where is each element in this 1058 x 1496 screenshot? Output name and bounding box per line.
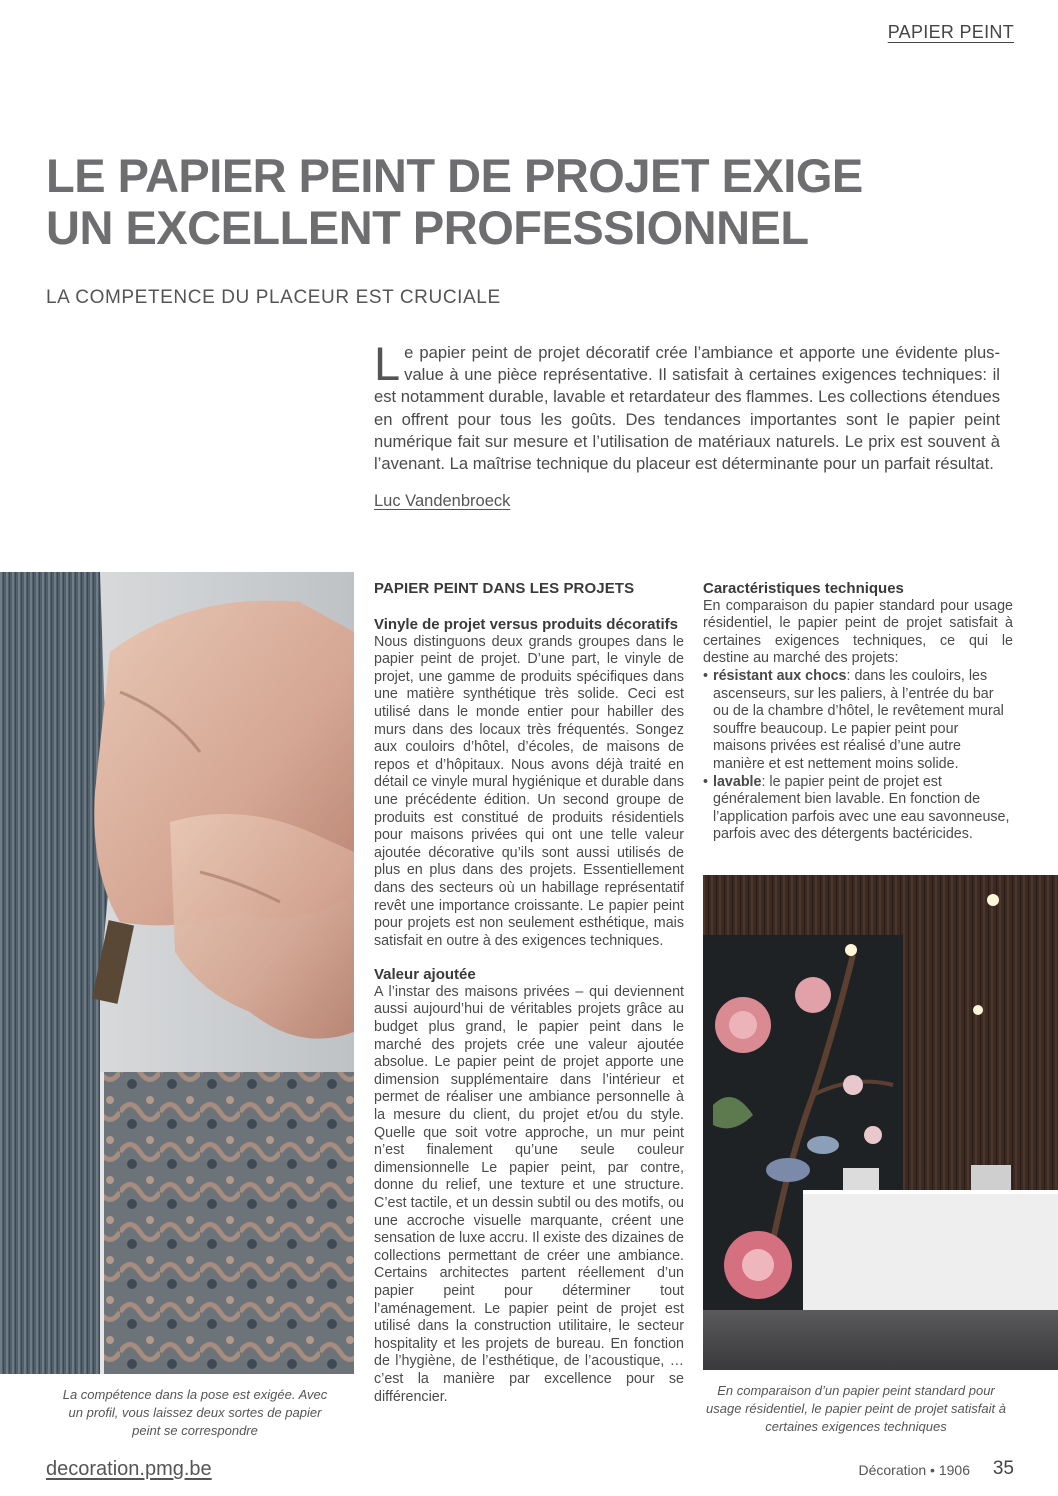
article-column-right [703,580,1013,844]
reception-floral-wallpaper-photo [703,875,1058,1370]
bullet-icon: • [703,773,709,790]
list-item-term: lavable [713,773,762,790]
subheading-added-value: Valeur ajoutée [374,966,476,984]
magazine-issue: Décoration • 1906 [858,1462,970,1478]
section-heading-projects: PAPIER PEINT DANS LES PROJETS [374,580,635,597]
list-item-text: : dans les couloirs, les ascenseurs, sur les paliers, à l’entrée du bar ou de la chambre d’hôtel, le revêtement mural souffre beaucoup. Le papier peint pour maisons privées est réalisé d’une autre manière et est nettement moins solide. [713,667,1004,772]
list-item [703,774,1013,844]
author-link[interactable]: Luc Vandenbroeck [374,492,511,510]
wallpaper-installation-photo [0,572,354,1374]
title-line-1: LE PAPIER PEINT DE PROJET EXIGE [46,149,863,202]
paragraph-technical: En comparaison du papier standard pour usage résidentiel, le papier peint de projet satisfait à certaines exigences techniques, ce qui le destine au marché des projets: [703,597,1013,667]
subheading-vinyl: Vinyle de projet versus produits décoratifs [374,616,678,633]
caption-left: La compétence dans la pose est exigée. Avec un profil, vous laissez deux sortes de papier peint se correspondre [62,1387,328,1438]
drop-cap: L [374,337,401,390]
list-item [703,668,1013,774]
title-line-2: UN EXCELLENT PROFESSIONNEL [46,201,809,254]
paragraph-vinyl: Nous distinguons deux grands groupes dans le papier peint de projet. D’une part, le vinyle de projet, une gamme de produits spécifiques dans une matière synthétique très solide. Ceci est utilisé dans le monde entier pour habiller des murs dans des locaux très fréquentés. Songez aux couloirs d’hôtel, d’écoles, de maisons de repos et d’hôpitaux. Nous avons déjà traité en détail ce vinyle mural hygiénique et durable dans une précédente édition. Un second groupe de produits est constitué de produits résidentiels pour maisons privées qui ont une telle valeur ajoutée décorative qu’ils sont aussi utilisés de plus en plus dans des projets. Essentiellement dans des secteurs où un habillage représentatif revêt une importance croissante. Le papier peint pour projets est non seulement esthétique, mais satisfait en outre à des exigences techniques. [374,633,684,949]
page-number: 35 [992,1458,1014,1479]
section-tag: PAPIER PEINT [887,22,1014,42]
technical-list [703,668,1013,844]
intro-text: e papier peint de projet décoratif crée l’ambiance et apporte une évidente plus-value à une pièce représentative. Il satisfait à certaines exigences techniques: il est notamment durable, lavable et retardateur des flammes. Les collections étendues en offrent pour tous les goûts. Des tendances importantes sont le papier peint numérique fait sur mesure et l’utilisation de matériaux naturels. Le prix est souvent à l’avenant. La maîtrise technique du placeur est déterminante pour un parfait résultat. [374,343,1000,474]
page-title [46,150,946,254]
list-item-text: : le papier peint de projet est généralement bien lavable. En fonction de l’application parfois avec une eau savonneuse, parfois avec des détergents bactéricides. [713,773,1010,843]
intro-paragraph [374,337,1000,475]
subheading-technical: Caractéristiques techniques [703,580,904,597]
paragraph-added-value: A l’instar des maisons privées – qui deviennent aussi aujourd’hui de véritables projets grâce au budget plus grand, le papier peint dans le marché des projets crée une valeur ajoutée absolue. Le papier peint de projet apporte une dimension supplémentaire dans l’intérieur et permet de réaliser une ambiance personnelle à la mesure du client, du projet et/ou du style. Quelle que soit votre approche, un mur peint n’est finalement qu’une seule couleur dimensionnelle Le papier peint, par contre, donne du relief, une texture et une structure. C’est tactile, et un dessin subtil ou des motifs, ou une accroche visuelle marquante, créent une sensation de luxe accru. Il existe des dizaines de collections permettant de créer une ambiance. Certains architectes partent réellement d’un papier peint pour déterminer tout l’aménagement. Le papier peint de projet est utilisé dans la construction utilitaire, le secteur hospitality et les projets de bureau. En fonction de l’hygiène, de l’esthétique, de l’acoustique, … c’est la manière par excellence pour se différencier. [374,983,684,1405]
list-item-term: résistant aux chocs [713,667,847,684]
article-column-middle [374,580,684,1406]
bullet-icon: • [703,667,709,684]
website-link[interactable]: decoration.pmg.be [46,1458,212,1480]
caption-right: En comparaison d’un papier peint standard pour usage résidentiel, le papier peint de projet satisfait à certaines exigences techniques [706,1383,1006,1434]
subtitle: LA COMPETENCE DU PLACEUR EST CRUCIALE [46,287,501,308]
